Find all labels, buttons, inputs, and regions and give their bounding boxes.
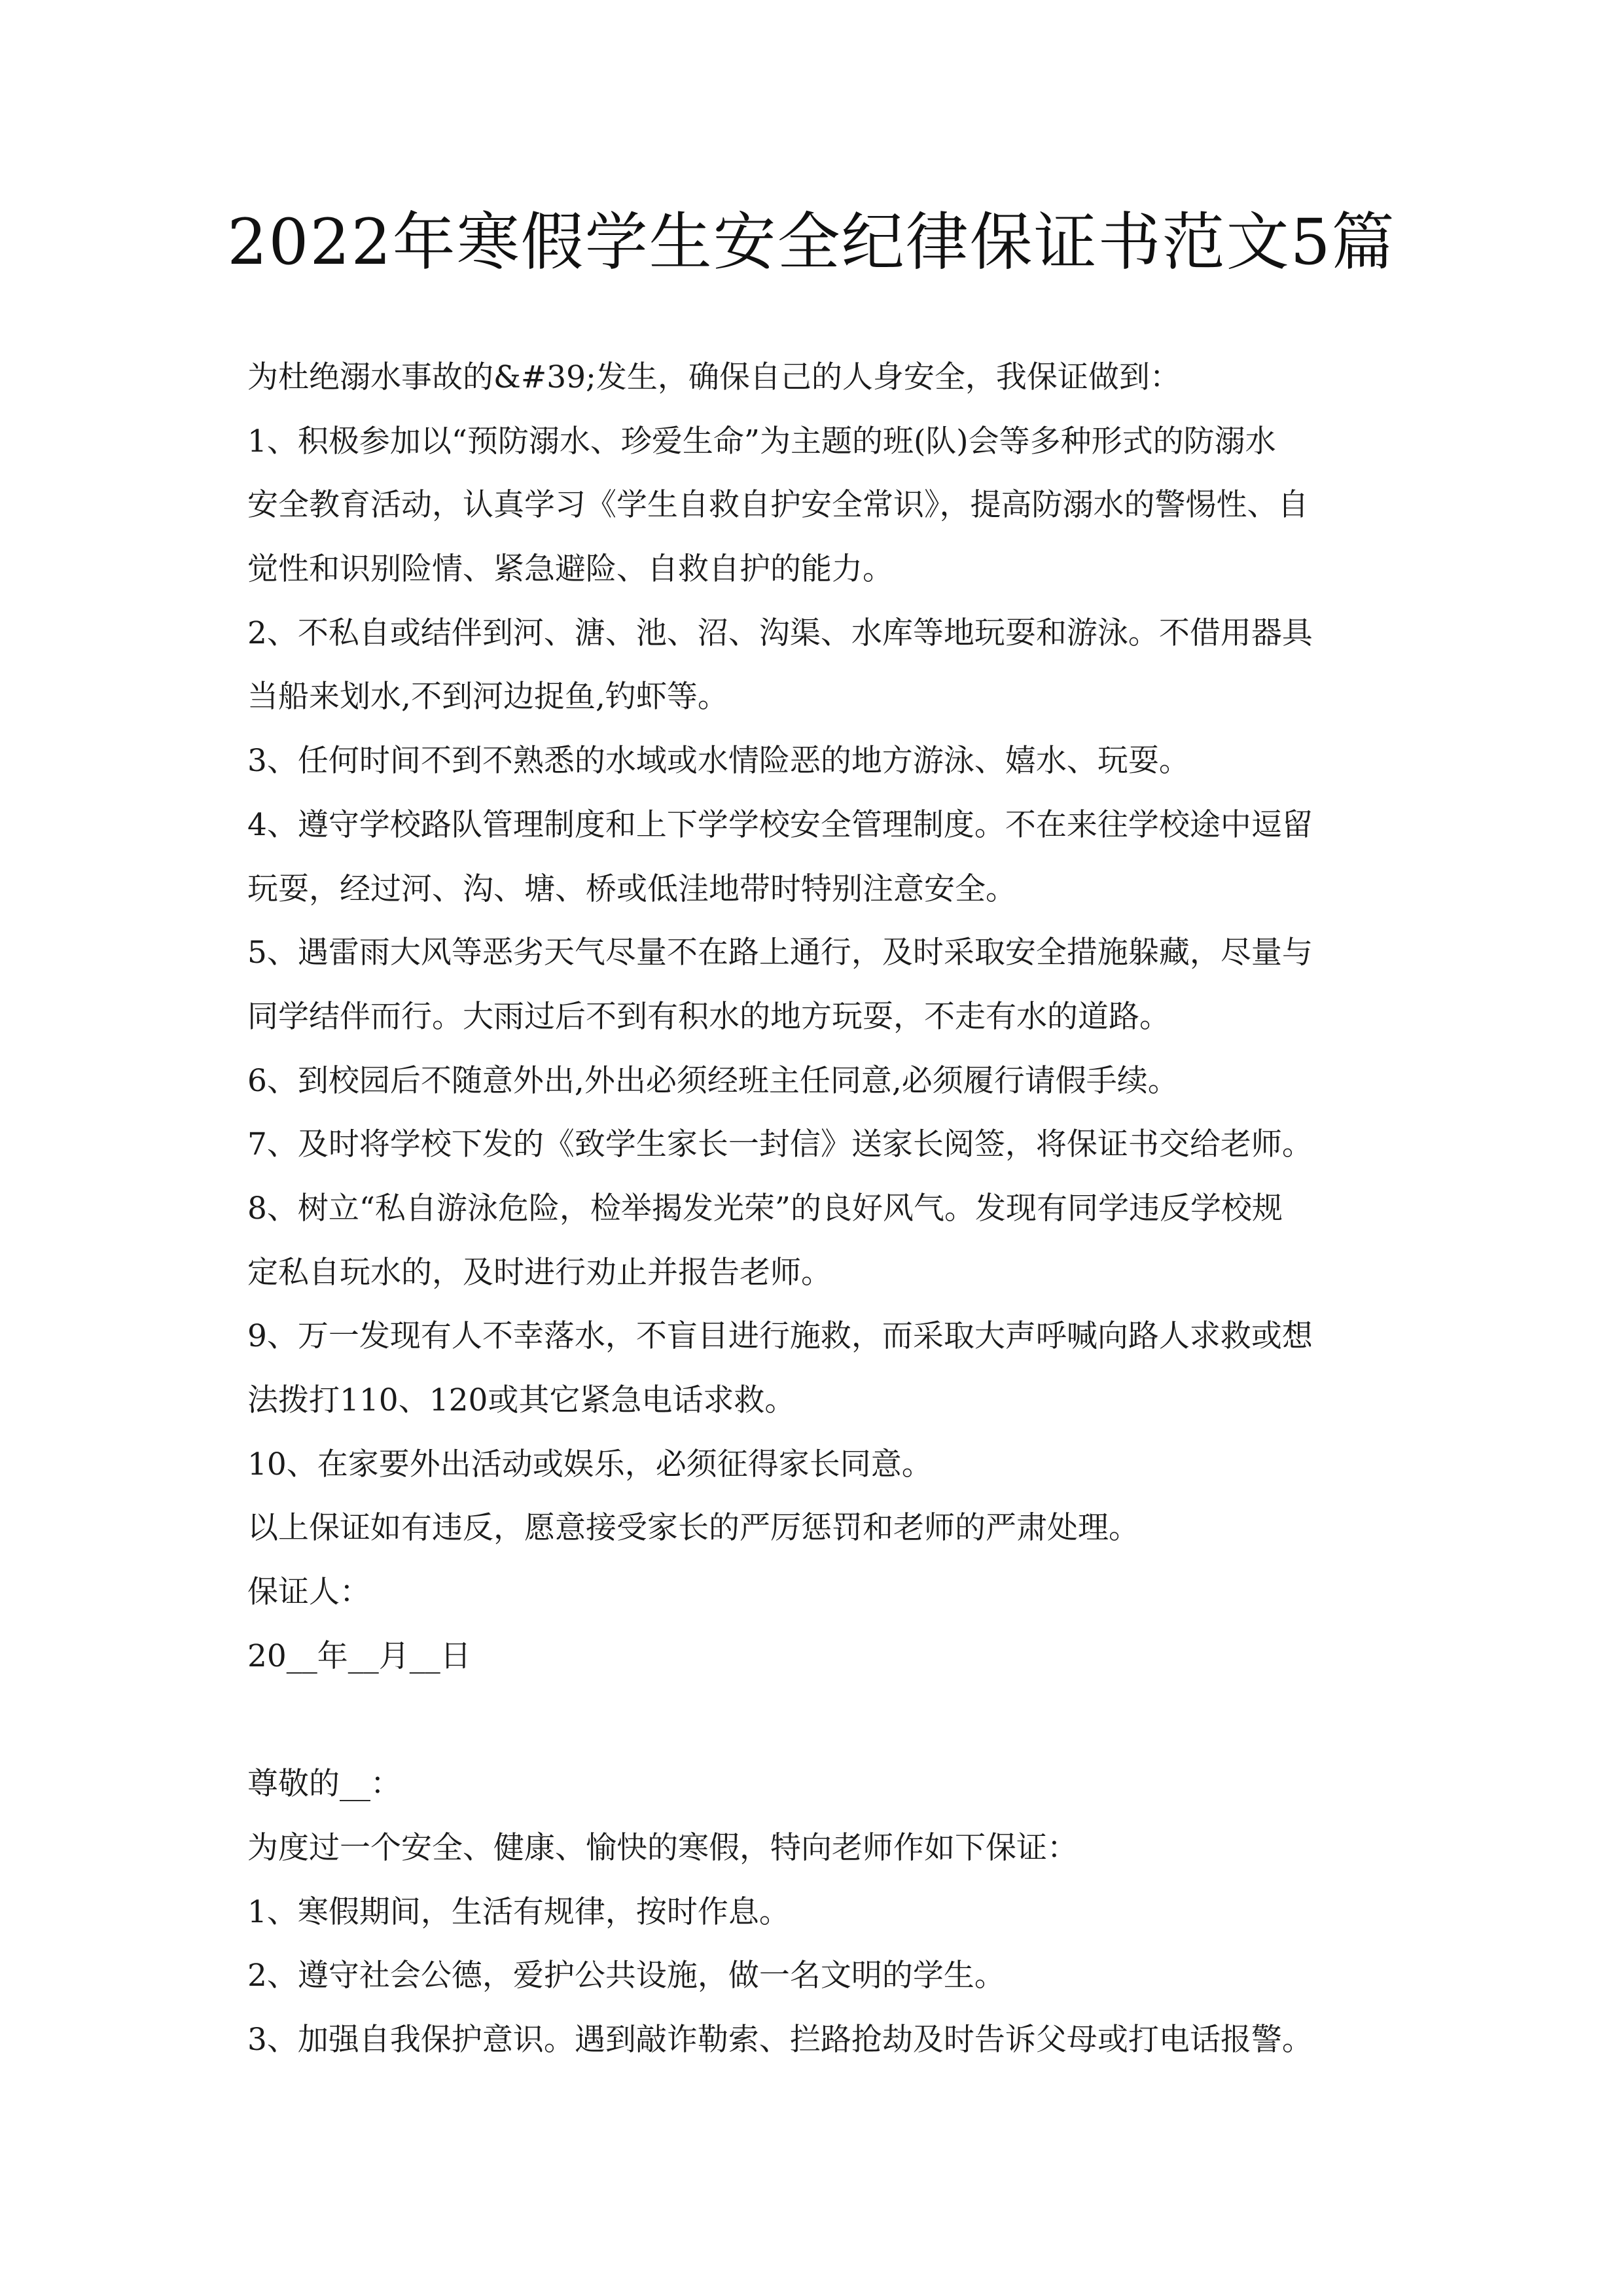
letter1-item4-line2: 玩耍，经过河、沟、塘、桥或低洼地带时特别注意安全。 xyxy=(247,870,1016,907)
letter1-item4-line1: 4、遵守学校路队管理制度和上下学学校安全管理制度。不在来往学校途中逗留 xyxy=(247,806,1313,843)
section-gap xyxy=(247,1688,1380,1752)
letter1-item1-line2: 安全教育活动，认真学习《学生自救自护安全常识》，提高防溺水的警惕性、自 xyxy=(247,487,1309,524)
letter2-item1: 1、寒假期间，生活有规律，按时作息。 xyxy=(247,1893,790,1930)
letter2-item3: 3、加强自我保护意识。遇到敲诈勒索、拦路抢劫及时告诉父母或打电话报警。 xyxy=(247,2021,1313,2058)
letter1-item1-line3: 觉性和识别险情、紧急避险、自救自护的能力。 xyxy=(247,551,893,588)
document-body xyxy=(247,346,1380,2072)
letter2-item2: 2、遵守社会公德，爱护公共设施，做一名文明的学生。 xyxy=(247,1958,1005,1994)
letter1-item5-line1: 5、遇雷雨大风等恶劣天气尽量不在路上通行，及时采取安全措施躲藏，尽量与 xyxy=(247,935,1313,971)
letter1-item1-line1: 1、积极参加以“预防溺水、珍爱生命”为主题的班(队)会等多种形式的防溺水 xyxy=(247,423,1276,459)
letter1-item9-line2: 法拨打110、120或其它紧急电话求救。 xyxy=(247,1382,796,1418)
letter1-item8-line1: 8、树立“私自游泳危险，检举揭发光荣”的良好风气。发现有同学违反学校规 xyxy=(247,1190,1283,1227)
letter1-item7: 7、及时将学校下发的《致学生家长一封信》送家长阅签，将保证书交给老师。 xyxy=(247,1126,1313,1163)
letter1-signer: 保证人： xyxy=(247,1574,370,1611)
letter1-item5-line2: 同学结伴而行。大雨过后不到有积水的地方玩耍，不走有水的道路。 xyxy=(247,998,1170,1035)
letter1-item2-line1: 2、不私自或结伴到河、溏、池、沼、沟渠、水库等地玩耍和游泳。不借用器具 xyxy=(247,615,1313,651)
letter1-item9-line1: 9、万一发现有人不幸落水，不盲目进行施救，而采取大声呼喊向路人求救或想 xyxy=(247,1318,1313,1355)
letter1-closing: 以上保证如有违反，愿意接受家长的严厉惩罚和老师的严肃处理。 xyxy=(247,1510,1139,1547)
document-title: 2022年寒假学生安全纪律保证书范文5篇 xyxy=(227,206,1396,279)
letter1-item3: 3、任何时间不到不熟悉的水域或水情险恶的地方游泳、嬉水、玩耍。 xyxy=(247,743,1190,780)
letter1-item8-line2: 定私自玩水的，及时进行劝止并报告老师。 xyxy=(247,1254,832,1291)
letter2-intro: 为度过一个安全、健康、愉快的寒假，特向老师作如下保证： xyxy=(247,1829,1078,1866)
letter1-item10: 10、在家要外出活动或娱乐，必须征得家长同意。 xyxy=(247,1446,933,1482)
letter1-item2-line2: 当船来划水,不到河边捉鱼,钓虾等。 xyxy=(247,679,728,715)
letter1-item6: 6、到校园后不随意外出,外出必须经班主任同意,必须履行请假手续。 xyxy=(247,1062,1179,1099)
letter1-date: 20__年__月__日 xyxy=(247,1638,471,1674)
letter2-salutation: 尊敬的__： xyxy=(247,1766,401,1803)
letter1-intro: 为杜绝溺水事故的&#39;发生，确保自己的人身安全，我保证做到： xyxy=(247,359,1181,395)
